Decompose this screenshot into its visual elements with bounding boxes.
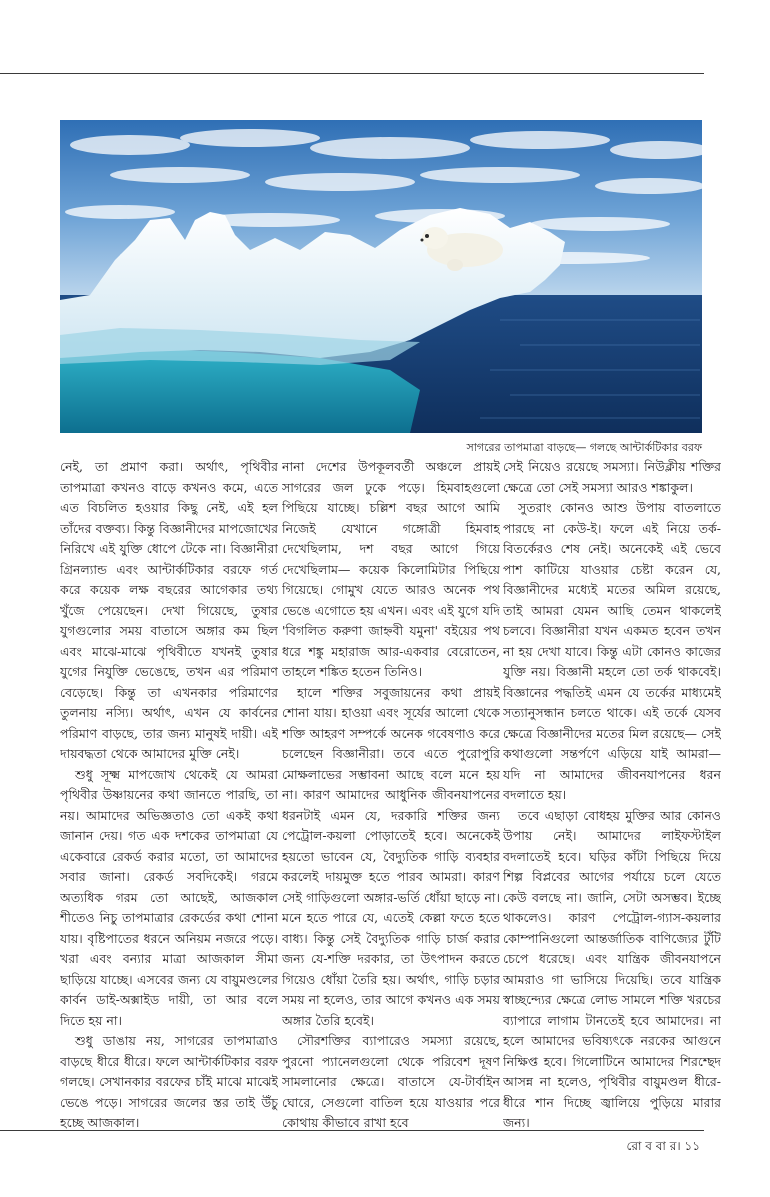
paragraph: নেই, তা প্রমাণ করা। অর্থাৎ, পৃথিবীর তাপমাত্রা কখনও বাড়ে কখনও কমে, এতে এত বিচলিত হওয়ার কিছু নেই, এই হল তাঁদের বক্তব্য। কিন্তু বিজ্ঞানীদের মাপজোখের নিরিখে এই যুক্তি ধোপে টেকে না। বিজ্ঞানীরা গ্রিনল্যান্ড এবং আন্টার্কটিকার বরফে গর্ত করে কয়েক লক্ষ বছরের আগেকার তথ্য খুঁজে পেয়েছেন। দেখা গিয়েছে, তুষার যুগগুলোর সময় বাতাসে অঙ্গার কম ছিল এবং মাঝে-মাঝে পৃথিবীতে যখনই তুষার যুগের নিযুক্তি ভেঙেছে, তখন এর পরিমাণ বেড়েছে। কিন্তু তা এখনকার পরিমাণের তুলনায় নস্যি। অর্থাৎ, এখন যে কার্বনের পরিমাণ বাড়ছে, তার জন্য মানুষই দায়ী। এই দায়বদ্ধতা থেকে আমাদের মুক্তি নেই। — [60, 459, 278, 761]
article-column-3 — [503, 457, 721, 1132]
paragraph: সৌরশক্তির ব্যাপারেও সমস্যা রয়েছে, পুরনো প্যানেলগুলো থেকে পরিবেশ দূষণ সামলানোর ক্ষেত্রে। বাতাসে যে-টার্বাইন ঘোরে, সেগুলো বাতিল হয়ে যাওয়ার পরে কোথায় কীভাবে রাখা হবে — [282, 1033, 500, 1130]
paragraph: শুধু সূক্ষ্ম মাপজোখ থেকেই যে আমরা পৃথিবীর উষ্ণায়নের কথা জানতে পারছি, তা নয়। আমাদের অভিজ্ঞতাও তো একই কথা জানান দেয়। গত এক দশকের তাপমাত্রা যে একেবারে রেকর্ড করার মতো, তা আমাদের সবার জানা। রেকর্ড সবদিকেই। গরমে অত্যধিক গরম তো আছেই, আজকাল শীতেও নিচু তাপমাত্রার রেকর্ডের কথা শোনা যায়। বৃষ্টিপাতের ধরনে অনিয়ম নজরে পড়ে। খরা এবং বন্যার মাত্রা আজকাল সীমা ছাড়িয়ে যাচ্ছে। এসবের জন্য যে বায়ুমণ্ডলের কার্বন ডাই-অক্সাইড দায়ী, তা আর বলে দিতে হয় না। — [60, 766, 278, 1028]
paragraph: তবে এছাড়া বোধহয় মুক্তির আর কোনও উপায় নেই। আমাদের লাইফস্টাইল বদলাতেই হবে। ঘড়ির কাঁটা পিছিয়ে দিয়ে শিল্প বিপ্লবের আগের পর্যায়ে চলে যেতে কেউ বলছে না। জানি, সেটা অসম্ভব। ইচ্ছে থাকলেও। কারণ পেট্রোল-গ্যাস-কয়লার কোম্পানিগুলো আন্তর্জাতিক বাণিজ্যের টুঁটি চেপে ধরেছে। এবং যান্ত্রিক জীবনযাপনে আমরাও গা ভাসিয়ে দিয়েছি। তবে যান্ত্রিক স্বাচ্ছন্দ্যের ক্ষেত্রে লোভ সামলে শক্তি খরচের ব্যাপারে লাগাম টানতেই হবে আমাদের। না হলে আমাদের ভবিষ্যৎকে নরকের আগুনে নিক্ষিপ্ত হবে। গিলোটিনে আমাদের শিরশ্ছেদ আসন্ন না হলেও, পৃথিবীর বায়ুমণ্ডল ধীরে-ধীরে শান দিচ্ছে জ্বালিয়ে পুড়িয়ে মারার জন্য। — [503, 807, 721, 1130]
article-column-2 — [282, 457, 500, 1132]
paragraph: নানা দেশের উপকূলবর্তী অঞ্চলে প্রায়ই সাগরের জল ঢুকে পড়ে। হিমবাহগুলো পিছিয়ে যাচ্ছে। চল্লিশ বছর আগে আমি নিজেই যেখানে গঙ্গোত্রী হিমবাহ দেখেছিলাম, দশ বছর আগে গিয়ে দেখেছিলাম— কয়েক কিলোমিটার পিছিয়ে গিয়েছে। গোমুখ যেতে আরও অনেক পথ ভেঙে এগোতে হয় এখন। এবং এই যুগে যদি 'বিগলিত করুণা জাহ্নবী যমুনা' বইয়ের পথ ধরে শঙ্কু মহারাজ আর-একবার বেরোতেন, তাহলে শঙ্কিত হতেন তিনিও। — [282, 459, 500, 679]
article-photo — [60, 120, 702, 433]
polar-bear-on-iceberg-image — [60, 120, 702, 433]
photo-caption: সাগরের তাপমাত্রা বাড়ছে— গলছে আন্টার্কটিকার বরফ — [466, 441, 702, 454]
paragraph: সুতরাং কোনও আশু উপায় বাতলাতে পারছে না কেউ-ই। ফলে এই নিয়ে তর্ক-বিতর্কেরও শেষ নেই। অনেকেই এই ভেবে পাশ কাটিয়ে যাওয়ার চেষ্টা করেন যে, বিজ্ঞানীদের মধ্যেই মতের অমিল রয়েছে, তাই আমরা যেমন আছি তেমন থাকলেই চলবে। বিজ্ঞানীরা যখন একমত হবেন তখন না হয় দেখা যাবে। কিন্তু এটা কোনও কাজের যুক্তি নয়। বিজ্ঞানী মহলে তো তর্ক থাকবেই। বিজ্ঞানের পদ্ধতিই এমন যে তর্কের মাধ্যমেই সত্যানুসন্ধান চলতে থাকে। এই তর্কে যেসব ক্ষেত্রে বিজ্ঞানীদের মতের মিল রয়েছে— সেই কথাগুলো সন্তর্পণে এড়িয়ে যাই আমরা— যদি না আমাদের জীবনযাপনের ধরন বদলাতে হয়। — [503, 500, 721, 802]
article-column-1 — [60, 457, 278, 1132]
paragraph: শুধু ডাঙায় নয়, সাগরের তাপমাত্রাও বাড়ছে ধীরে ধীরে। ফলে আন্টার্কটিকার বরফ গলছে। সেখানকার বরফের চাঁই মাঝে মাঝেই ভেঙে পড়ে। সাগরের জলের স্তর তাই উঁচু হচ্ছে আজকাল। — [60, 1033, 278, 1130]
paragraph: হালে শক্তির সবুজায়নের কথা প্রায়ই শোনা যায়। হাওয়া এবং সূর্যের আলো থেকে শক্তি আহরণ সম্পর্কে অনেক গবেষণাও করে চলেছেন বিজ্ঞানীরা। তবে এতে পুরোপুরি মোক্ষলাভের সম্ভাবনা আছে বলে মনে হয় না। কারণ আমাদের আধুনিক জীবনযাপনের ধরনটাই এমন যে, দরকারি শক্তির জন্য পেট্রোল-কয়লা পোড়াতেই হবে। অনেকেই হয়তো ভাবেন যে, বৈদ্যুতিক গাড়ি ব্যবহার করলেই দায়মুক্ত হতে পারব আমরা। কারণ সেই গাড়িগুলো অঙ্গার-ভর্তি ধোঁয়া ছাড়ে না। মনে হতে পারে যে, এতেই কেল্লা ফতে হতে বাধ্য। কিন্তু সেই বৈদ্যুতিক গাড়ি চার্জ করার জন্য যে-শক্তি দরকার, তা উৎপাদন করতে গিয়েও ধোঁয়া তৈরি হয়। অর্থাৎ, গাড়ি চড়ার সময় না হলেও, তার আগে কখনও এক সময় অঙ্গার তৈরি হবেই। — [282, 684, 500, 1028]
top-rule — [0, 73, 704, 74]
bottom-rule — [0, 1130, 704, 1131]
page-folio: রো ব বা র। ১১ — [626, 1139, 700, 1153]
paragraph: সেই নিয়েও রয়েছে সমস্যা। নিউক্লীয় শক্তির ক্ষেত্রে তো সেই সমস্যা আরও শঙ্কাকুল। — [503, 459, 721, 495]
